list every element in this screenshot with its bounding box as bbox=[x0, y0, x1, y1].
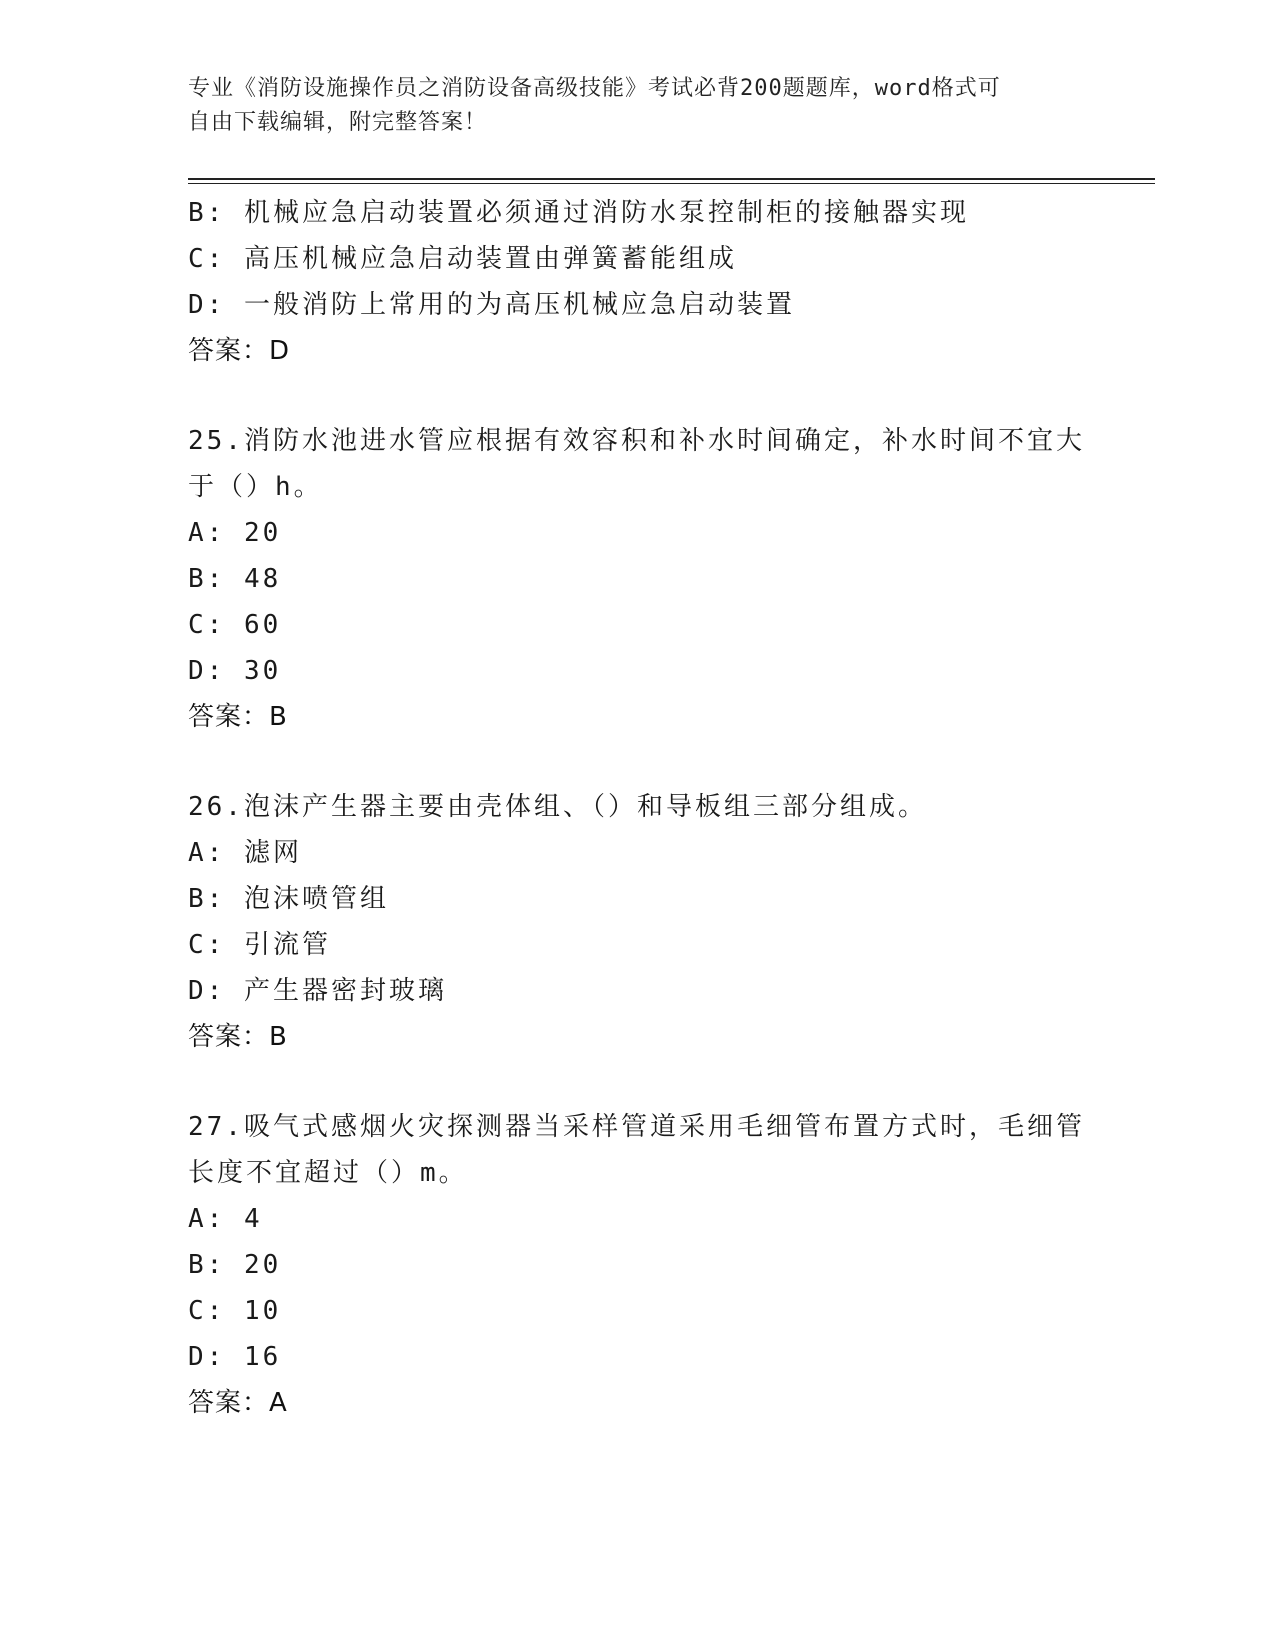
header-line-2: 自由下载编辑，附完整答案！ bbox=[188, 110, 488, 135]
option-d: D: 产生器密封玻璃 bbox=[188, 976, 447, 1006]
header-divider bbox=[188, 178, 1155, 184]
option-a: A: 滤网 bbox=[188, 838, 302, 868]
option-c: C: 60 bbox=[188, 610, 282, 640]
option-d: D: 30 bbox=[188, 656, 282, 686]
spacer bbox=[188, 374, 1088, 418]
option-a: A: 20 bbox=[188, 518, 282, 548]
spacer bbox=[188, 1060, 1088, 1104]
partial-question bbox=[188, 190, 1088, 374]
option-d: D: 一般消防上常用的为高压机械应急启动装置 bbox=[188, 290, 795, 320]
question-26 bbox=[188, 784, 1088, 1060]
question-list bbox=[188, 190, 1088, 1426]
spacer bbox=[188, 740, 1088, 784]
answer-line: 答案：B bbox=[188, 702, 288, 732]
question-27 bbox=[188, 1104, 1088, 1426]
header-line-1: 专业《消防设施操作员之消防设备高级技能》考试必背200题题库，word格式可 bbox=[188, 76, 1001, 101]
document-header bbox=[188, 72, 1068, 140]
option-b: B: 泡沫喷管组 bbox=[188, 884, 389, 914]
option-a: A: 4 bbox=[188, 1204, 263, 1234]
answer-line: 答案：B bbox=[188, 1022, 288, 1052]
question-stem-line-1: 27.吸气式感烟火灾探测器当采样管道采用毛细管布置方式时，毛细管 bbox=[188, 1112, 1085, 1142]
question-stem-line-2: 于（）h。 bbox=[188, 472, 323, 502]
option-b: B: 20 bbox=[188, 1250, 282, 1280]
option-b: B: 机械应急启动装置必须通过消防水泵控制柜的接触器实现 bbox=[188, 198, 969, 228]
option-d: D: 16 bbox=[188, 1342, 282, 1372]
answer-line: 答案：D bbox=[188, 336, 291, 366]
question-stem-line-1: 25.消防水池进水管应根据有效容积和补水时间确定，补水时间不宜大 bbox=[188, 426, 1085, 456]
question-25 bbox=[188, 418, 1088, 740]
option-c: C: 引流管 bbox=[188, 930, 331, 960]
option-c: C: 高压机械应急启动装置由弹簧蓄能组成 bbox=[188, 244, 737, 274]
answer-line: 答案：A bbox=[188, 1388, 288, 1418]
question-stem-line-1: 26.泡沫产生器主要由壳体组、（）和导板组三部分组成。 bbox=[188, 792, 927, 822]
option-b: B: 48 bbox=[188, 564, 282, 594]
option-c: C: 10 bbox=[188, 1296, 282, 1326]
question-stem-line-2: 长度不宜超过（）m。 bbox=[188, 1158, 468, 1188]
